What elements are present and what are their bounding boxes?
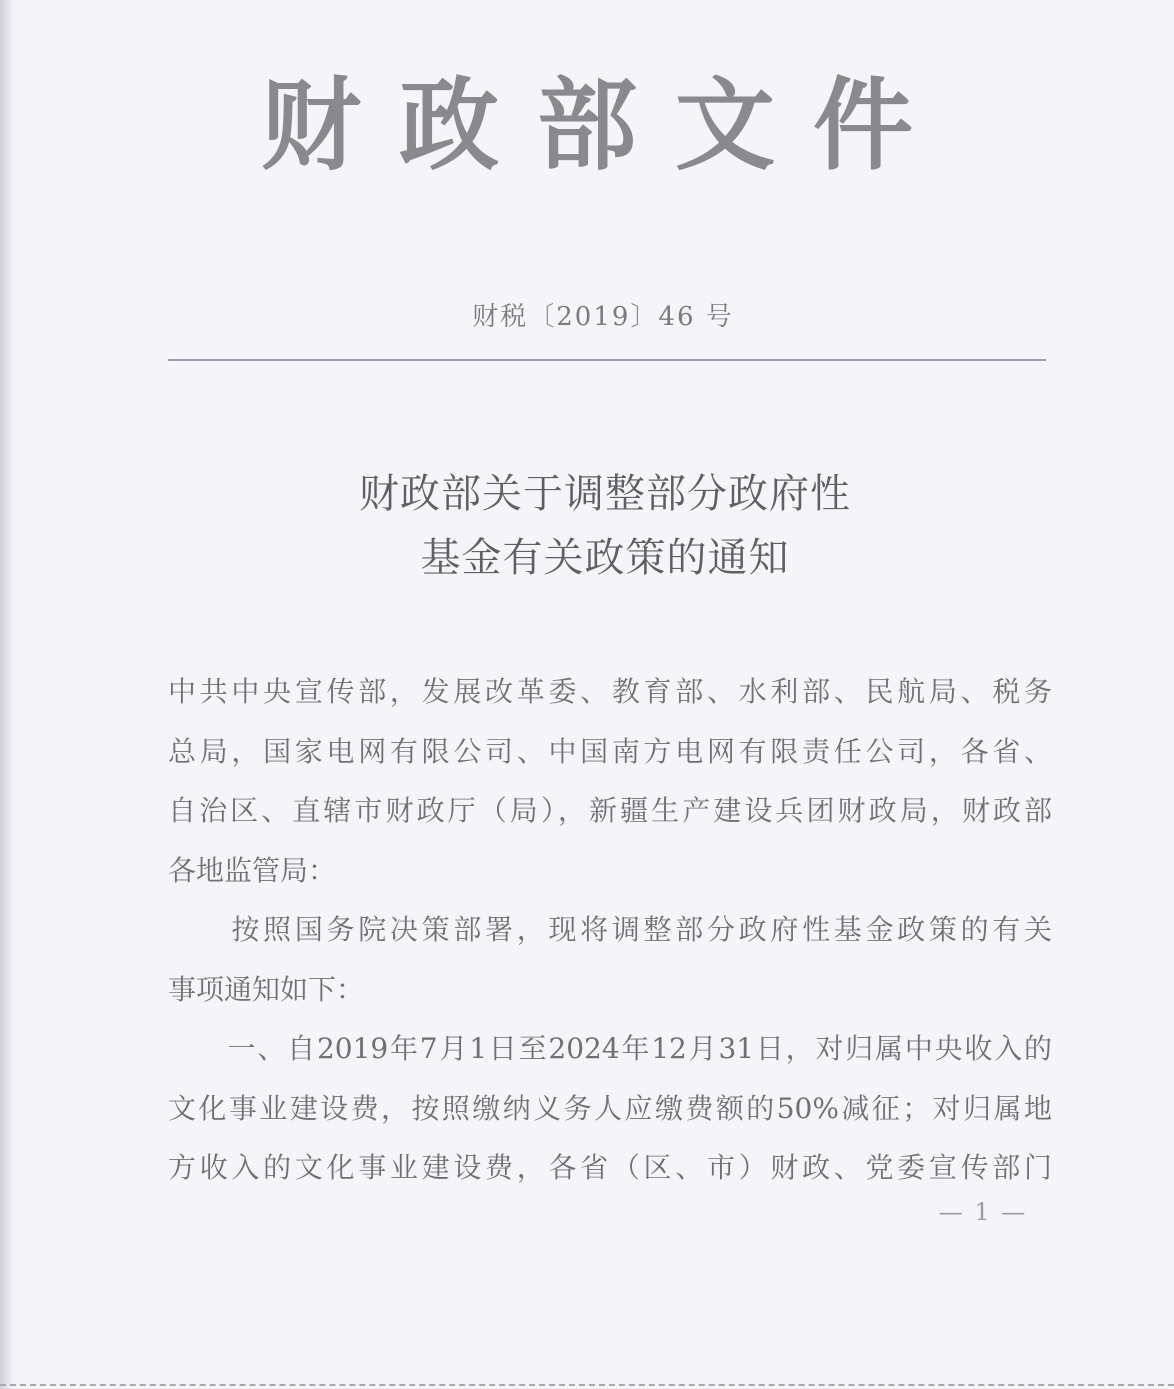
scan-edge-shade — [0, 0, 14, 1389]
body-line: 自治区、直辖市财政厅（局），新疆生产建设兵团财政局，财政部 — [168, 794, 1052, 827]
notice-title-line-2: 基金有关政策的通知 — [420, 535, 790, 581]
scan-bottom-edge — [0, 1384, 1174, 1386]
body-line: 一、自2019年7月1日至2024年12月31日，对归属中央收入的 — [168, 1032, 1052, 1065]
notice-title-line-1: 财政部关于调整部分政府性 — [359, 471, 851, 517]
body-line: 按照国务院决策部署，现将调整部分政府性基金政策的有关 — [168, 913, 1052, 946]
body-line: 方收入的文化事业建设费，各省（区、市）财政、党委宣传部门 — [168, 1151, 1052, 1184]
document-header-title: 财政部文件 — [261, 66, 951, 184]
body-line: 总局，国家电网有限公司、中国南方电网有限责任公司，各省、 — [168, 734, 1052, 768]
body-line: 中共中央宣传部，发展改革委、教育部、水利部、民航局、税务 — [168, 675, 1052, 708]
notice-body — [168, 662, 1052, 1198]
notice-title — [0, 462, 1174, 590]
body-line: 文化事业建设费，按照缴纳义务人应缴费额的50%减征；对归属地 — [168, 1091, 1052, 1125]
body-line: 事项通知如下： — [168, 972, 365, 1006]
body-line: 各地监管局： — [168, 853, 337, 887]
page-number: — 1 — — [938, 1198, 1028, 1226]
document-number: 财税〔2019〕46 号 — [472, 302, 734, 332]
header-divider — [168, 359, 1046, 361]
